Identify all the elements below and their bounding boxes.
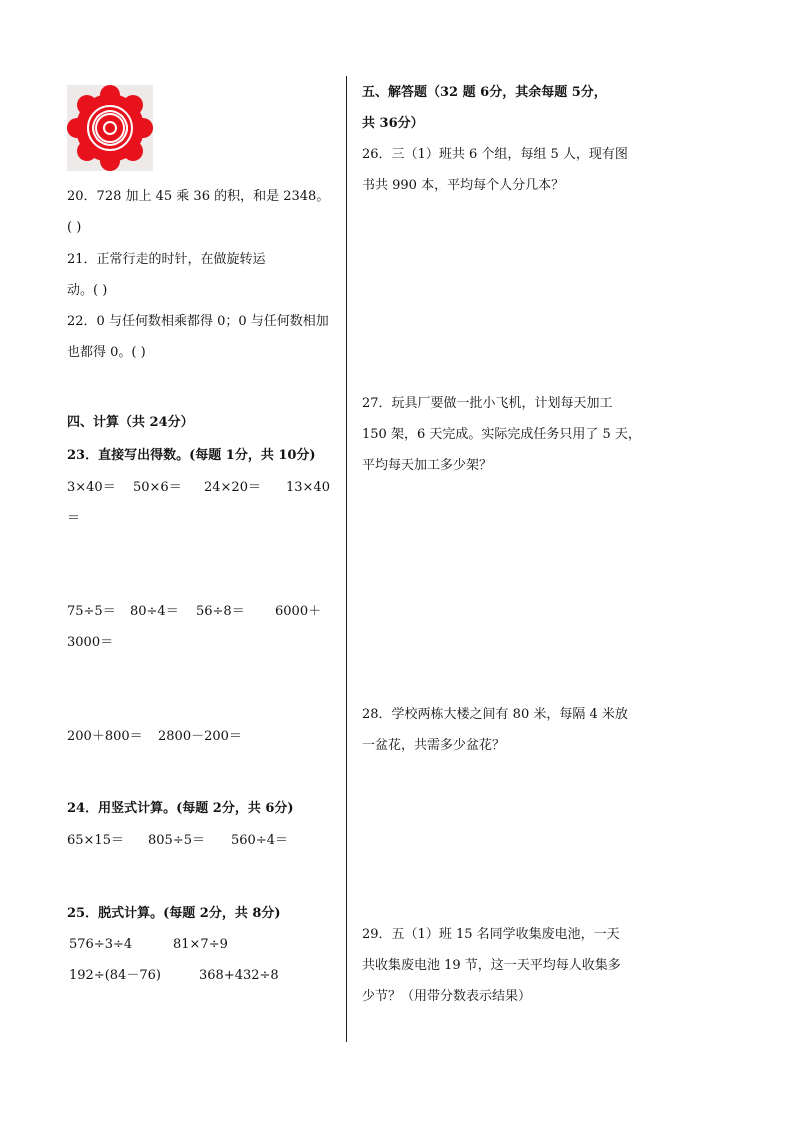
section-5-heading-cont: 共 36分） [362,116,424,131]
q25-item: 192÷(84－76) [69,968,161,983]
question-20-answer-blank[interactable]: ( ) [67,220,82,235]
question-22-answer-blank[interactable]: 也都得 0。( ) [67,345,146,360]
q24-item: 805÷5＝ [148,833,205,848]
section-4-heading: 四、计算（共 24分） [67,415,194,430]
q24-item: 65×15＝ [67,833,124,848]
question-24-title: 24．用竖式计算。(每题 2分，共 6分) [67,801,294,816]
q23-item: 24×20＝ [204,480,261,495]
question-28-text-cont: 一盆花，共需多少盆花？ [362,738,506,753]
column-divider [346,76,347,1042]
q24-item: 560÷4＝ [231,833,288,848]
q23-item: 50×6＝ [133,480,182,495]
question-21-answer-blank[interactable]: 动。( ) [67,283,108,298]
question-23-title: 23．直接写出得数。(每题 1分，共 10分) [67,448,316,463]
question-20-text: 20．728 加上 45 乘 36 的积，和是 2348。 [67,189,330,204]
question-25-title: 25．脱式计算。(每题 2分，共 8分) [67,906,281,921]
question-27-text-cont: 平均每天加工多少架？ [362,458,493,473]
question-21-text: 21．正常行走的时针，在做旋转运 [67,252,266,267]
question-26-text: 26．三（1）班共 6 个组，每组 5 人，现有图 [362,147,628,162]
q25-item: 576÷3÷4 [69,937,133,952]
q23-item-cont: ＝ [67,511,81,526]
question-26-text-cont: 书共 990 本，平均每个人分几本？ [362,178,565,193]
flower-icon [67,85,153,171]
question-28-text: 28．学校两栋大楼之间有 80 米，每隔 4 米放 [362,707,628,722]
q23-item: 200＋800＝ [67,729,143,744]
q23-item: 56÷8＝ [196,604,245,619]
question-22-text: 22．0 与任何数相乘都得 0；0 与任何数相加 [67,314,329,329]
q25-item: 368+432÷8 [199,968,279,983]
q23-item-cont: 3000＝ [67,635,114,650]
q23-item: 6000＋ [275,604,322,619]
q25-item: 81×7÷9 [173,937,228,952]
q23-item: 80÷4＝ [130,604,179,619]
q23-item: 75÷5＝ [67,604,116,619]
section-5-heading: 五、解答题（32 题 6分，其余每题 5分， [362,85,607,100]
question-29-text-cont: 共收集废电池 19 节，这一天平均每人收集多 [362,958,621,973]
q23-item: 13×40 [286,480,330,495]
question-29-text: 29．五（1）班 15 名同学收集废电池，一天 [362,927,620,942]
paper-cut-flower-image [67,85,153,171]
q23-item: 2800－200＝ [158,729,242,744]
q23-item: 3×40＝ [67,480,116,495]
question-27-text: 27．玩具厂要做一批小飞机，计划每天加工 [362,396,613,411]
question-27-text-cont: 150 架，6 天完成。实际完成任务只用了 5 天， [362,427,641,442]
question-29-text-cont: 少节？（用带分数表示结果） [362,989,532,1004]
